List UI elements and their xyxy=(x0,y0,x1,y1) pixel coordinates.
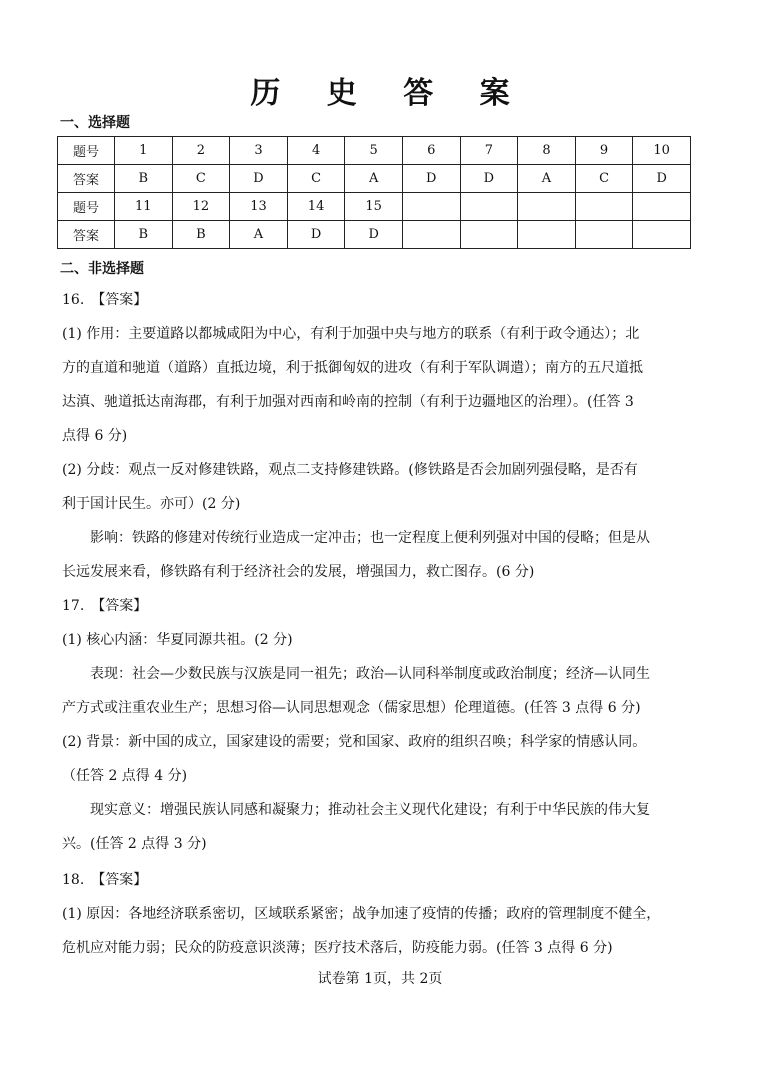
answer-line: 影响：铁路的修建对传统行业造成一定冲击；也一定程度上便利列强对中国的侵略；但是从 xyxy=(90,530,650,546)
table-cell xyxy=(460,221,518,249)
table-row xyxy=(58,137,691,165)
table-row-head: 题号 xyxy=(58,137,115,165)
table-cell: 13 xyxy=(230,193,288,221)
answer-line: 表现：社会—少数民族与汉族是同一祖先；政治—认同科举制度或政治制度；经济—认同生 xyxy=(90,666,650,682)
table-cell: 11 xyxy=(115,193,173,221)
answer-line: (2) 背景：新中国的成立，国家建设的需要；党和国家、政府的组织召唤；科学家的情感认同。 xyxy=(62,734,647,750)
table-cell: 15 xyxy=(345,193,403,221)
table-cell xyxy=(460,193,518,221)
table-cell: 6 xyxy=(402,137,460,165)
answer-line: (1) 作用：主要道路以都城咸阳为中心，有利于加强中央与地方的联系（有利于政令通达）；北 xyxy=(62,326,640,342)
table-cell xyxy=(575,193,633,221)
table-row-head: 答案 xyxy=(58,221,115,249)
table-cell: C xyxy=(575,165,633,193)
answer-line: 现实意义：增强民族认同感和凝聚力；推动社会主义现代化建设；有利于中华民族的伟大复 xyxy=(90,802,650,818)
answer-line: 利于国计民生。亦可）(2 分) xyxy=(62,496,241,512)
table-cell: D xyxy=(230,165,288,193)
table-cell: 4 xyxy=(287,137,345,165)
table-cell xyxy=(402,221,460,249)
answer-line: 危机应对能力弱；民众的防疫意识淡薄；医疗技术落后，防疫能力弱。(任答 3 点得 6 分) xyxy=(62,940,613,956)
table-cell: 7 xyxy=(460,137,518,165)
page-footer: 试卷第 1页，共 2页 xyxy=(317,971,443,987)
table-cell: D xyxy=(345,221,403,249)
answer-line: 点得 6 分) xyxy=(62,428,128,444)
table-cell: 9 xyxy=(575,137,633,165)
answer-line: (2) 分歧：观点一反对修建铁路，观点二支持修建铁路。(修铁路是否会加剧列强侵略，是否有 xyxy=(62,462,638,478)
answer-line: 方的直道和驰道（道路）直抵边境，利于抵御匈奴的进攻（有利于军队调遣）；南方的五尺道抵 xyxy=(62,360,643,376)
section-heading-nonchoice: 二、非选择题 xyxy=(60,261,144,277)
page-title: 历 史 答 案 xyxy=(250,76,528,111)
question-16-heading: 16. 【答案】 xyxy=(62,292,148,308)
answer-table xyxy=(57,136,691,249)
table-cell: A xyxy=(230,221,288,249)
answer-line: 产方式或注重农业生产；思想习俗—认同思想观念（儒家思想）伦理道德。(任答 3 点得 6 分) xyxy=(62,700,641,716)
answer-line: 长远发展来看，修铁路有利于经济社会的发展，增强国力，救亡图存。(6 分) xyxy=(62,564,535,580)
table-row-head: 答案 xyxy=(58,165,115,193)
table-cell: D xyxy=(402,165,460,193)
table-row-head: 题号 xyxy=(58,193,115,221)
table-cell xyxy=(518,221,576,249)
table-row xyxy=(58,193,691,221)
answer-line: 达滇、驰道抵达南海郡，有利于加强对西南和岭南的控制（有利于边疆地区的治理）。(任答 3 xyxy=(62,394,634,410)
table-cell: C xyxy=(287,165,345,193)
table-cell: C xyxy=(172,165,230,193)
table-cell: 8 xyxy=(518,137,576,165)
table-cell: 3 xyxy=(230,137,288,165)
table-cell: D xyxy=(633,165,691,193)
table-cell: 10 xyxy=(633,137,691,165)
table-cell: A xyxy=(518,165,576,193)
table-cell: 12 xyxy=(172,193,230,221)
table-cell: A xyxy=(345,165,403,193)
table-cell: D xyxy=(460,165,518,193)
table-cell: D xyxy=(287,221,345,249)
table-cell xyxy=(518,193,576,221)
table-cell xyxy=(402,193,460,221)
table-cell xyxy=(633,221,691,249)
table-cell: 14 xyxy=(287,193,345,221)
table-cell: B xyxy=(172,221,230,249)
table-cell: B xyxy=(115,221,173,249)
table-cell xyxy=(633,193,691,221)
question-18-heading: 18. 【答案】 xyxy=(62,872,148,888)
table-row xyxy=(58,221,691,249)
table-cell: 2 xyxy=(172,137,230,165)
answer-line: 兴。(任答 2 点得 3 分) xyxy=(62,836,207,852)
answer-line: （任答 2 点得 4 分) xyxy=(62,768,188,784)
answer-line: (1) 核心内涵：华夏同源共祖。(2 分) xyxy=(62,632,293,648)
table-cell: 1 xyxy=(115,137,173,165)
table-cell xyxy=(575,221,633,249)
table-cell: B xyxy=(115,165,173,193)
answer-line: (1) 原因：各地经济联系密切，区域联系紧密；战争加速了疫情的传播；政府的管理制度不健全， xyxy=(62,906,661,922)
table-cell: 5 xyxy=(345,137,403,165)
section-heading-choice: 一、选择题 xyxy=(60,115,130,131)
table-row xyxy=(58,165,691,193)
question-17-heading: 17. 【答案】 xyxy=(62,598,148,614)
